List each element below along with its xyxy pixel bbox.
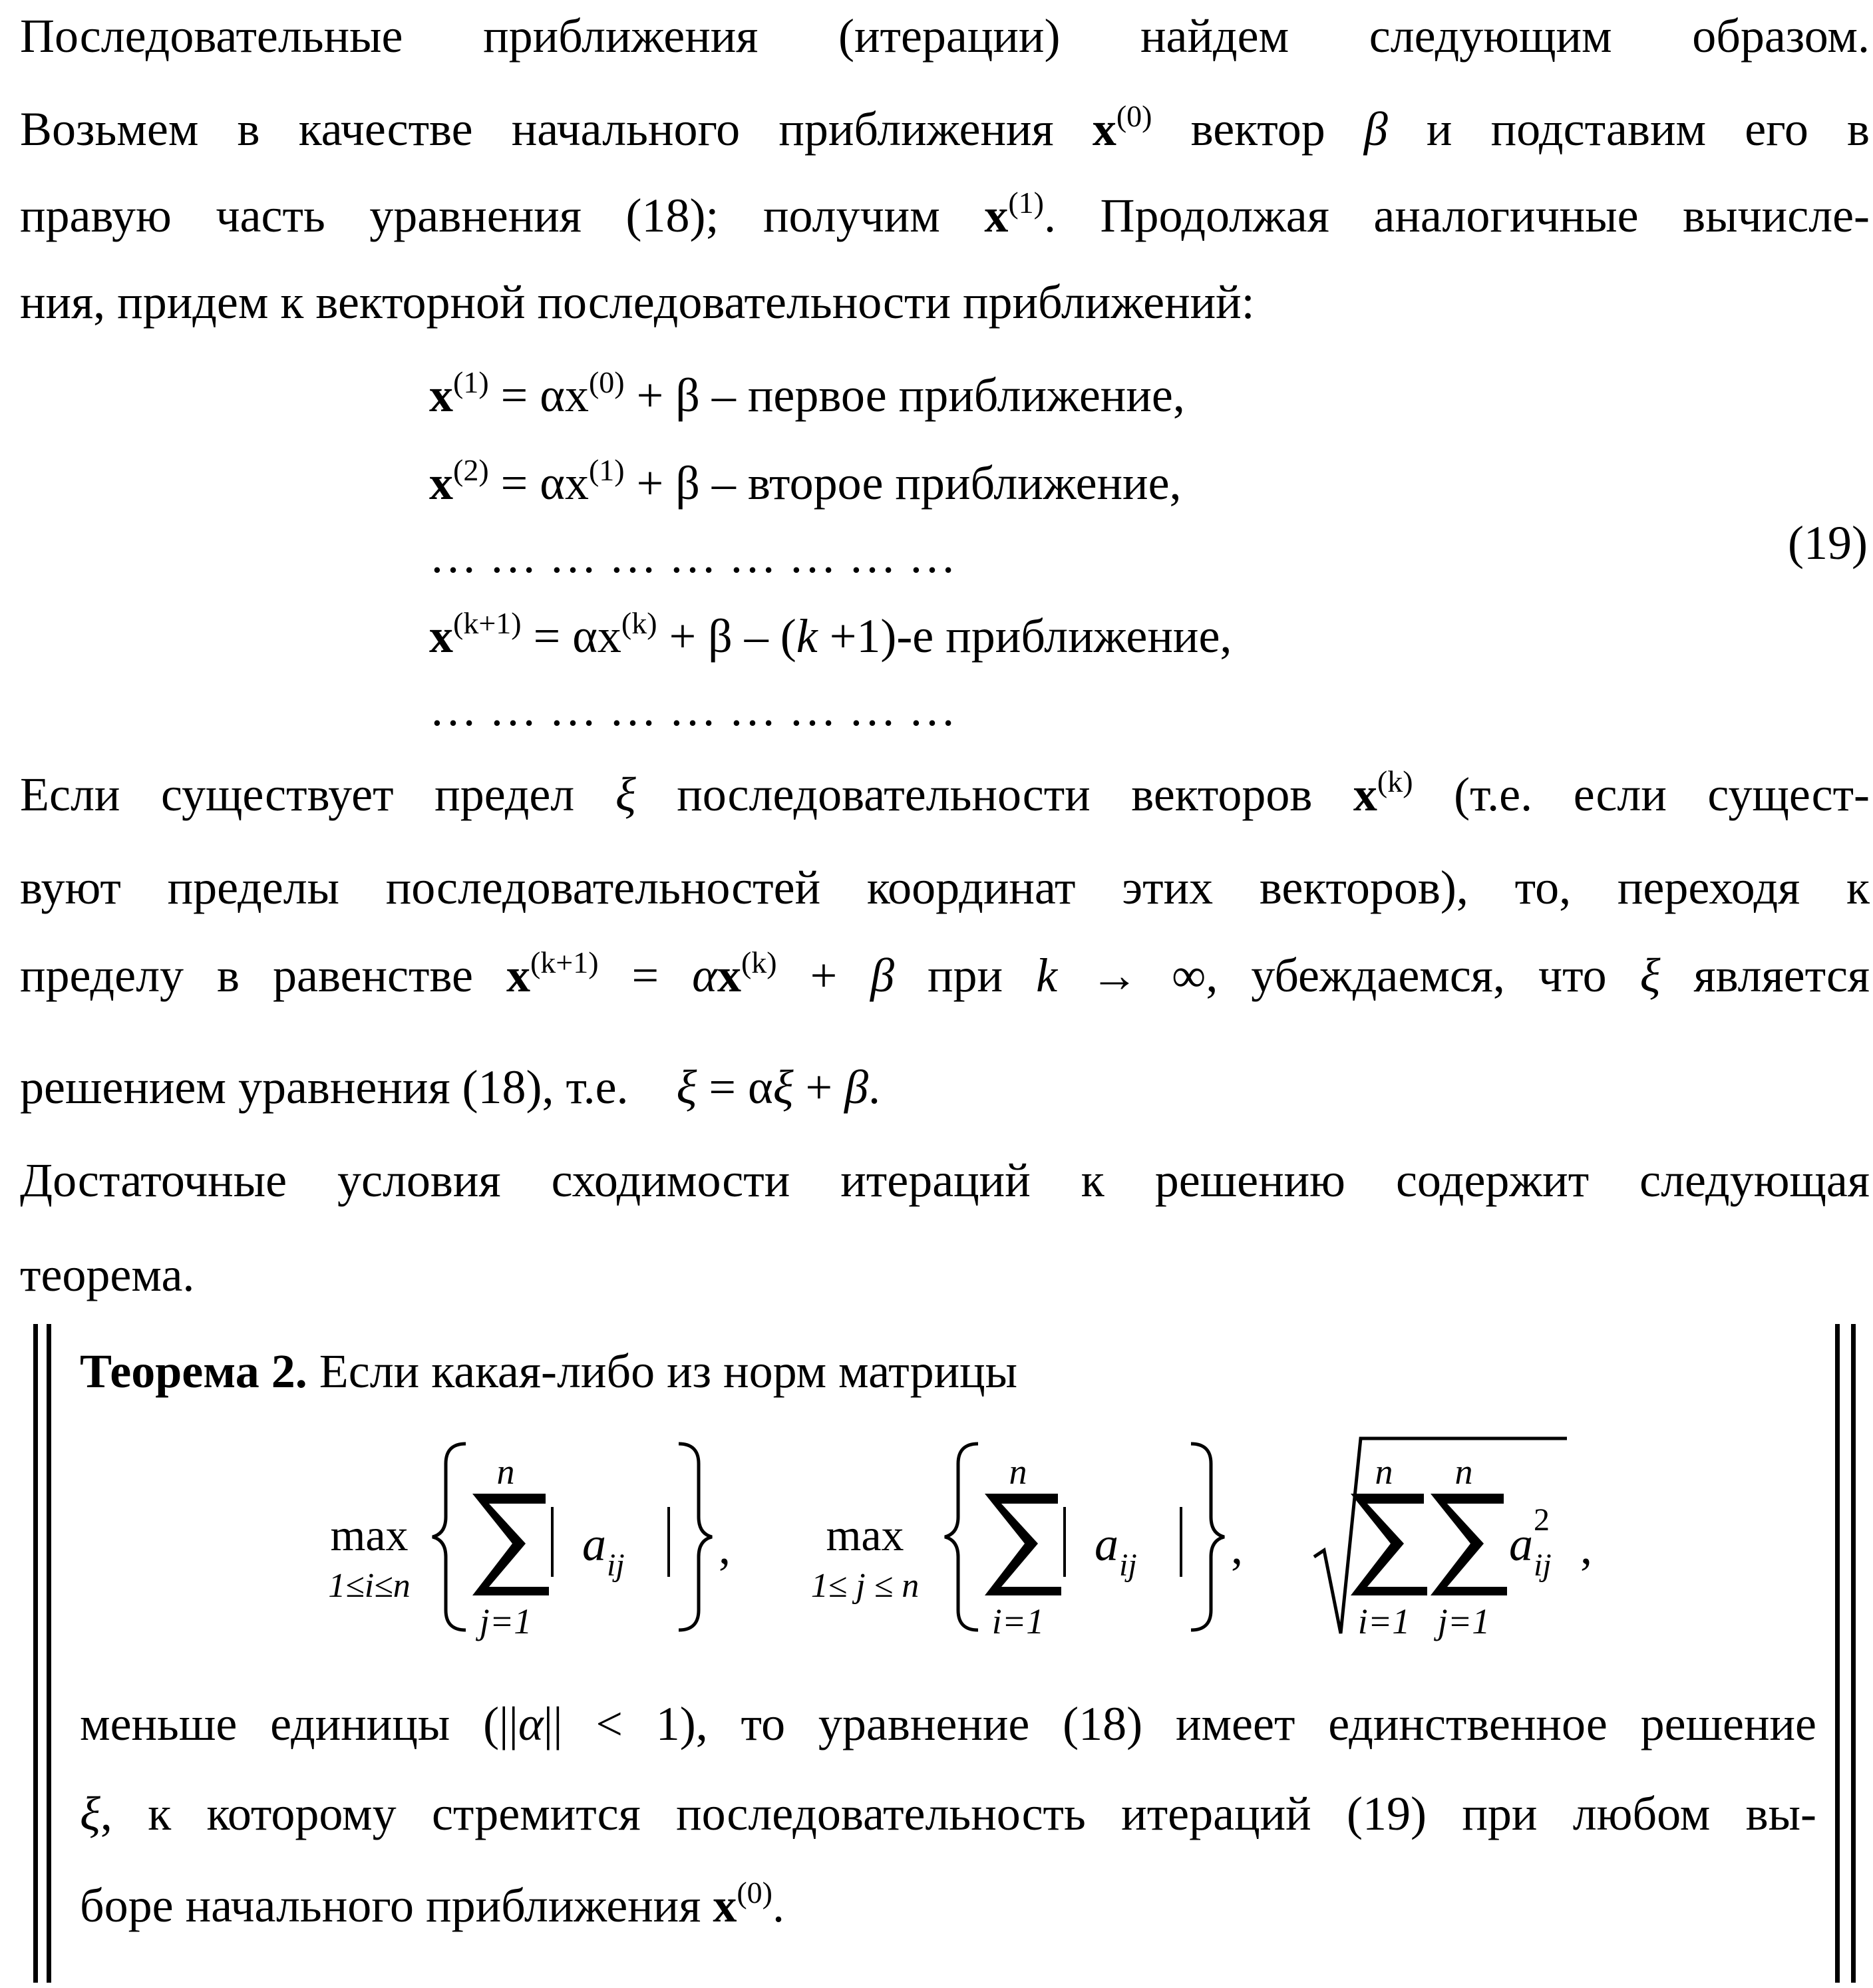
text-line: пределу в равенстве $x^{(k+1)} = \alpha x^{(k)} + \beta$ при k → ∞, убеждаемся, что ξ является <box>20 945 1870 1002</box>
theorem-line: боре начального приближения $x^{(0)}$. <box>80 1876 784 1932</box>
sum-upper: n <box>1454 1452 1473 1492</box>
text-line: Достаточные условия сходимости итераций к решению содержит следующая <box>20 1154 1870 1207</box>
sum-sign <box>1351 1494 1427 1595</box>
frame-left-rule <box>33 1324 38 1983</box>
separator-comma: , <box>719 1521 731 1574</box>
frame-right-rule <box>1851 1324 1856 1983</box>
theorem-line: ξ, к которому стремится последовательность итераций (19) при любом вы- <box>80 1787 1816 1840</box>
text-segment: правую часть уравнения (18); получим <box>20 189 940 242</box>
text-line: решением уравнения (18), т.е. ξ = αξ + β. <box>20 1061 881 1114</box>
left-brace <box>432 1444 466 1630</box>
text-segment: вектор <box>1190 102 1325 156</box>
left-brace <box>945 1444 978 1630</box>
matrix-element: a <box>1509 1518 1533 1571</box>
text-line: теорема. <box>20 1248 195 1301</box>
text-line: вуют пределы последовательностей координат этих векторов), то, переходя к <box>20 861 1870 914</box>
symbol-beta: β <box>1363 102 1388 156</box>
separator-comma: , <box>1580 1521 1592 1574</box>
theorem-line: меньше единицы (||α|| < 1), то уравнение (18) имеет единственное решение <box>80 1697 1816 1750</box>
theorem-title: Теорема 2. <box>80 1345 307 1398</box>
right-brace <box>679 1444 712 1630</box>
frame-right-rule <box>1835 1324 1840 1983</box>
theorem-heading <box>80 1345 1816 1398</box>
frame-left-rule <box>47 1324 51 1983</box>
sum-lower: i=1 <box>991 1601 1045 1641</box>
vector-x: x <box>1092 102 1116 156</box>
text-line <box>20 99 1870 156</box>
sum-upper: n <box>1375 1452 1393 1492</box>
text-segment: Возьмем в качестве начального приближения <box>20 102 1054 156</box>
max-operator: max <box>330 1510 409 1560</box>
text-line: Если существует предел ξ последовательности векторов $x^{(k)}$ (т.е. если сущест- <box>20 764 1870 821</box>
vector-x: x <box>984 189 1009 242</box>
right-brace <box>1191 1444 1224 1630</box>
text-line: Последовательные приближения (итерации) найдем следующим образом. <box>20 9 1870 63</box>
superscript: (0) <box>1116 99 1152 133</box>
matrix-element: a <box>1095 1518 1118 1571</box>
equation-1: $x^{(1)} = \alpha x^{(0)} + \beta$ – первое приближение, <box>429 365 1185 422</box>
ellipsis-row: … … … … … … … … … <box>429 683 956 736</box>
ellipsis-row: … … … … … … … … … <box>429 530 956 583</box>
max-operator: max <box>826 1510 904 1560</box>
sum-lower: j=1 <box>479 1601 532 1641</box>
separator-comma: , <box>1231 1521 1243 1574</box>
equation-number: (19) <box>1788 516 1868 570</box>
sum-upper: n <box>1009 1452 1027 1492</box>
element-index: ij <box>607 1548 625 1583</box>
exponent: 2 <box>1534 1502 1550 1538</box>
text-segment: . Продолжая аналогичные вычисле- <box>1043 189 1870 242</box>
equation-3: $x^{(k+1)} = \alpha x^{(k)} + \beta - (k +1)-е$ приближение, <box>429 606 1232 663</box>
matrix-norms-formula <box>0 1430 1873 1643</box>
sum-upper: n <box>496 1452 515 1492</box>
sum-lower: i=1 <box>1357 1601 1411 1641</box>
equation-2: $x^{(2)} = \alpha x^{(1)} + \beta$ – второе приближение, <box>429 453 1182 510</box>
sum-sign <box>1431 1494 1507 1595</box>
sum-sign <box>472 1494 549 1595</box>
text-line <box>20 186 1870 242</box>
theorem-intro: Если какая-либо из норм матрицы <box>319 1345 1017 1398</box>
text-segment: и подставим его в <box>1426 102 1870 156</box>
element-index: ij <box>1119 1548 1137 1583</box>
symbol-xi: ξ <box>615 768 636 821</box>
text-line: ния, придем к векторной последовательности приближений: <box>20 275 1255 329</box>
superscript: (1) <box>1008 186 1044 220</box>
max-limits: 1≤ j ≤ n <box>810 1567 920 1605</box>
element-index: ij <box>1534 1548 1552 1583</box>
sum-sign <box>985 1494 1061 1595</box>
max-limits: 1≤i≤n <box>328 1567 411 1605</box>
sum-lower: j=1 <box>1437 1601 1490 1641</box>
matrix-element: a <box>582 1518 606 1571</box>
